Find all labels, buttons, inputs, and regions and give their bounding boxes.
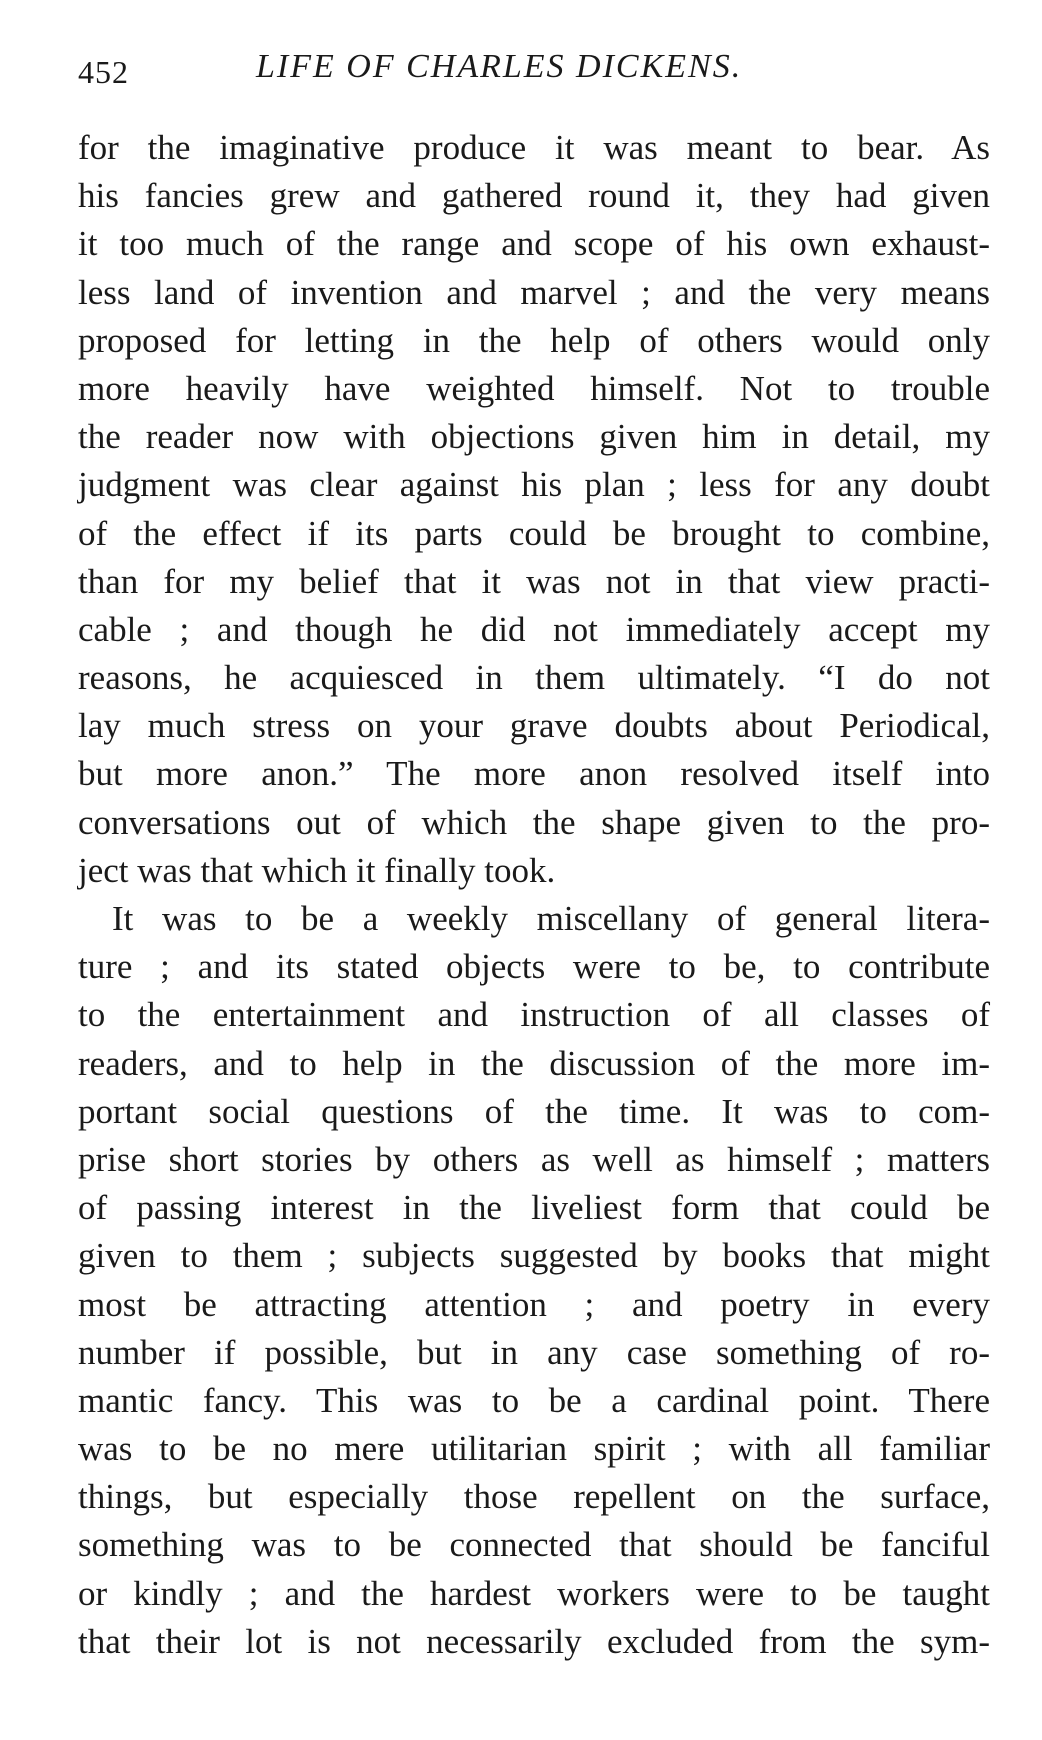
- text-line: it too much of the range and scope of his own exhaust-: [78, 224, 990, 264]
- text-line: number if possible, but in any case something of ro-: [78, 1332, 990, 1372]
- text-line: prise short stories by others as well as himself ; matters: [78, 1139, 990, 1179]
- text-line: mantic fancy. This was to be a cardinal point. There: [78, 1380, 990, 1420]
- running-title: LIFE OF CHARLES DICKENS.: [256, 48, 743, 85]
- text-line: for the imaginative produce it was meant to bear. As: [78, 128, 990, 167]
- text-line: readers, and to help in the discussion of the more im-: [78, 1043, 990, 1083]
- text-line: ture ; and its stated objects were to be, to contribute: [78, 947, 990, 987]
- page-number: 452: [78, 54, 129, 90]
- text-line: than for my belief that it was not in that view practi-: [78, 561, 990, 601]
- body-text: [78, 124, 990, 1666]
- paragraph-1: [78, 124, 990, 895]
- text-line: things, but especially those repellent on the surface,: [78, 1477, 990, 1517]
- text-line: of passing interest in the liveliest form that could be: [78, 1188, 990, 1228]
- text-line: less land of invention and marvel ; and the very means: [78, 272, 990, 312]
- text-line: his fancies grew and gathered round it, they had given: [78, 176, 990, 216]
- text-line: of the effect if its parts could be brought to combine,: [78, 513, 990, 553]
- text-line: to the entertainment and instruction of all classes of: [78, 995, 990, 1035]
- text-line: but more anon.” The more anon resolved itself into: [78, 754, 990, 794]
- text-line: conversations out of which the shape given to the pro-: [78, 802, 990, 842]
- text-line: or kindly ; and the hardest workers were to be taught: [78, 1573, 990, 1613]
- text-line: ject was that which it finally took.: [78, 850, 556, 890]
- text-line: cable ; and though he did not immediately accept my: [78, 609, 990, 649]
- running-head: [78, 46, 990, 94]
- text-line: proposed for letting in the help of others would only: [78, 320, 990, 360]
- text-line: reasons, he acquiesced in them ultimately. “I do not: [78, 658, 990, 698]
- text-line: more heavily have weighted himself. Not to trouble: [78, 368, 990, 408]
- text-line: most be attracting attention ; and poetry in every: [78, 1284, 990, 1324]
- text-line: It was to be a weekly miscellany of general litera-: [112, 899, 990, 938]
- text-line: portant social questions of the time. It was to com-: [78, 1091, 990, 1131]
- text-line: that their lot is not necessarily excluded from the sym-: [78, 1621, 990, 1661]
- paragraph-2: [78, 895, 990, 1666]
- text-line: given to them ; subjects suggested by books that might: [78, 1236, 990, 1276]
- text-line: judgment was clear against his plan ; less for any doubt: [78, 465, 990, 505]
- text-line: the reader now with objections given him in detail, my: [78, 417, 990, 457]
- text-line: lay much stress on your grave doubts about Periodical,: [78, 706, 990, 746]
- text-line: was to be no mere utilitarian spirit ; with all familiar: [78, 1429, 990, 1469]
- text-line: something was to be connected that should be fanciful: [78, 1525, 990, 1565]
